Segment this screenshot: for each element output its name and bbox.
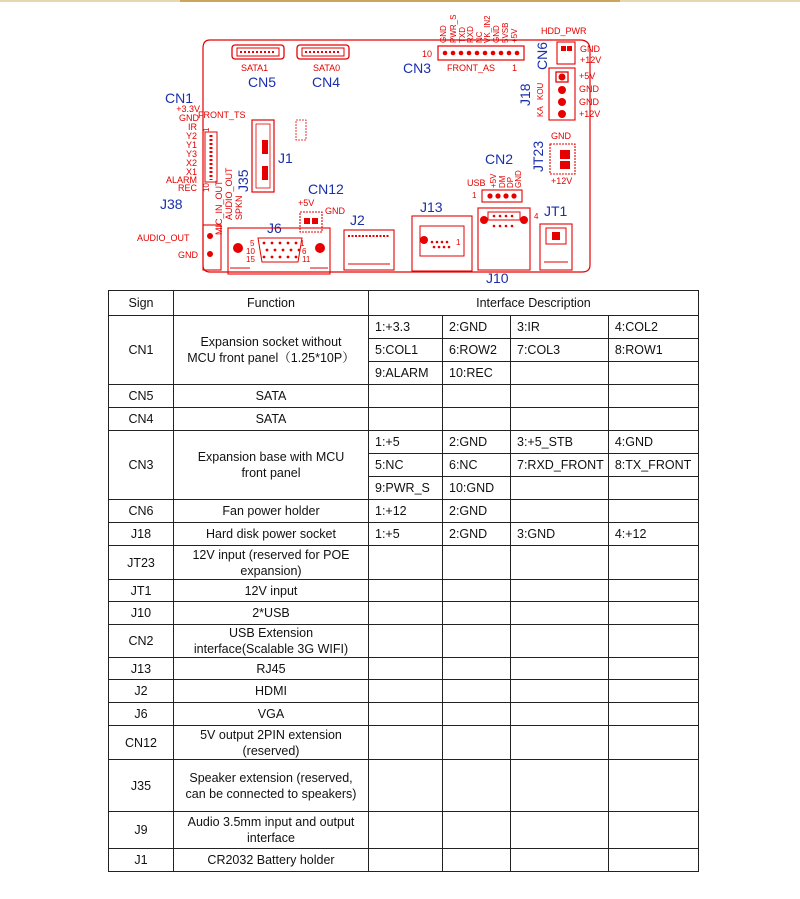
j38-label: J38 <box>160 196 183 212</box>
row-sign: CN6 <box>109 500 174 523</box>
pin-cell <box>511 703 609 726</box>
row-function <box>174 812 369 849</box>
pin-cell <box>608 408 698 431</box>
function-line: Audio 3.5mm input and output <box>187 815 355 829</box>
hdd-pwr-label: HDD_PWR <box>541 26 587 36</box>
table-row <box>109 625 699 658</box>
j18-kou: KOU <box>536 82 545 100</box>
pin-cell: 8:TX_FRONT <box>608 454 698 477</box>
gnd-audio-label: GND <box>178 250 198 260</box>
svg-text:TXD: TXD <box>458 27 467 43</box>
cn12-5v: +5V <box>298 198 315 208</box>
sata1-connector <box>232 45 284 59</box>
pin-cell <box>608 362 698 385</box>
function-line: Speaker extension (reserved, <box>189 770 353 785</box>
function-line: Expansion base with MCU <box>197 450 345 464</box>
function-line: interface <box>247 831 295 845</box>
cn12-connector <box>300 212 322 232</box>
pin-cell: 9:PWR_S <box>369 477 443 500</box>
pin-cell: 7:RXD_FRONT <box>511 454 609 477</box>
cn3-pin1: 1 <box>512 63 518 73</box>
j10-usb-connector <box>478 208 530 270</box>
cn1-connector <box>205 132 217 182</box>
pin-cell <box>608 680 698 703</box>
row-sign: JT1 <box>109 580 174 602</box>
cn4-label: CN4 <box>312 74 341 90</box>
pin-cell: 1:+12 <box>369 500 443 523</box>
j18-ka: KA <box>536 106 545 117</box>
pin-cell: 10:GND <box>443 477 511 500</box>
function-line: MCU front panel（1.25*10P） <box>187 351 355 365</box>
cn12-label: CN12 <box>308 181 344 197</box>
pin-cell <box>511 849 609 872</box>
row-sign: CN4 <box>109 408 174 431</box>
table-row <box>109 385 699 408</box>
svg-text:+5V: +5V <box>489 173 498 188</box>
cn2-pin4: 4 <box>534 212 539 221</box>
pin-cell: 3:+5_STB <box>511 431 609 454</box>
row-sign: CN3 <box>109 431 174 500</box>
svg-text:VK_IN2: VK_IN2 <box>483 15 492 43</box>
row-sign: CN5 <box>109 385 174 408</box>
j2-label: J2 <box>350 212 365 228</box>
svg-text:6: 6 <box>302 247 307 256</box>
pin-cell <box>511 760 609 812</box>
row-sign: CN2 <box>109 625 174 658</box>
row-sign: J13 <box>109 658 174 680</box>
svg-text:AUDIO_OUT: AUDIO_OUT <box>224 167 234 220</box>
pin-cell <box>608 760 698 812</box>
function-line: Fan power holder <box>222 504 320 518</box>
pin-cell <box>443 680 511 703</box>
row-function <box>174 385 369 408</box>
svg-text:PWR_S: PWR_S <box>449 14 458 43</box>
j1-battery-holder <box>252 120 274 192</box>
table-row <box>109 500 699 523</box>
pin-cell <box>608 726 698 760</box>
svg-text:Y1: Y1 <box>185 140 197 150</box>
svg-text:1: 1 <box>300 239 305 248</box>
svg-text:5: 5 <box>250 239 255 248</box>
pin-cell: 7:COL3 <box>511 339 609 362</box>
row-sign: J6 <box>109 703 174 726</box>
jt23-12v: +12V <box>551 176 573 186</box>
function-line: can be connected to speakers) <box>185 786 357 801</box>
pin-cell <box>511 546 609 580</box>
function-line: RJ45 <box>256 661 286 676</box>
j35-label: J35 <box>235 169 251 192</box>
svg-text:SPKN: SPKN <box>234 195 244 220</box>
pin-cell: 3:GND <box>511 523 609 546</box>
header-sign: Sign <box>109 291 174 316</box>
header-function: Function <box>174 291 369 316</box>
function-line: front panel <box>241 466 301 480</box>
svg-text:DP: DP <box>506 176 515 188</box>
cn1-pin10: 10 <box>202 183 211 192</box>
front-as-label: FRONT_AS <box>447 63 496 73</box>
pin-cell <box>511 625 609 658</box>
row-sign: J1 <box>109 849 174 872</box>
pin-cell <box>511 602 609 625</box>
pin-cell <box>369 546 443 580</box>
pin-cell <box>608 849 698 872</box>
cn3-pin10: 10 <box>422 49 433 59</box>
cn1-pin1: 1 <box>202 127 211 132</box>
svg-text:REC: REC <box>177 183 197 193</box>
function-line: SATA <box>255 412 287 426</box>
board-diagram <box>0 0 800 285</box>
table-row <box>109 680 699 703</box>
row-sign: J9 <box>109 812 174 849</box>
pin-cell: 4:+12 <box>608 523 698 546</box>
sata0-label: SATA0 <box>313 63 341 73</box>
pin-cell <box>369 726 443 760</box>
cn6-label: CN6 <box>534 41 550 70</box>
j13-label: J13 <box>420 199 443 215</box>
pin-cell: 9:ALARM <box>369 362 443 385</box>
pin-cell <box>369 680 443 703</box>
cn5-label: CN5 <box>248 74 277 90</box>
j2-hdmi-connector <box>344 230 394 270</box>
row-sign: J18 <box>109 523 174 546</box>
pin-cell <box>511 658 609 680</box>
j10-label: J10 <box>486 270 509 285</box>
pin-cell <box>443 408 511 431</box>
svg-text:RXD: RXD <box>466 26 475 43</box>
row-function <box>174 680 369 703</box>
pin-cell <box>369 408 443 431</box>
pin-cell <box>511 477 609 500</box>
function-line: (reserved) <box>242 743 300 758</box>
svg-text:ALARM: ALARM <box>165 175 197 185</box>
interface-table <box>108 290 699 872</box>
svg-text:NC: NC <box>475 31 484 43</box>
function-line: 5V output 2PIN extension <box>200 727 342 742</box>
pin-cell <box>369 658 443 680</box>
pin-cell <box>608 658 698 680</box>
pin-cell <box>443 625 511 658</box>
pin-cell <box>511 362 609 385</box>
row-function <box>174 500 369 523</box>
jt1-power-jack <box>540 224 572 270</box>
row-function <box>174 546 369 580</box>
pin-cell <box>608 500 698 523</box>
pin-cell <box>511 726 609 760</box>
pin-cell <box>369 602 443 625</box>
row-function <box>174 431 369 500</box>
pin-cell <box>511 580 609 602</box>
table-row <box>109 408 699 431</box>
row-function <box>174 726 369 760</box>
cn3-header <box>438 46 524 60</box>
svg-text:GND: GND <box>579 97 599 107</box>
cn12-gnd: GND <box>325 206 345 216</box>
pin-cell: 1:+3.3 <box>369 316 443 339</box>
svg-text:DM: DM <box>498 175 507 188</box>
pin-cell <box>608 477 698 500</box>
row-sign: JT23 <box>109 546 174 580</box>
pin-cell <box>443 580 511 602</box>
table-header-row <box>109 291 699 316</box>
pin-cell <box>443 602 511 625</box>
pin-cell <box>443 760 511 812</box>
pin-cell: 5:COL1 <box>369 339 443 362</box>
pin-cell <box>443 812 511 849</box>
sata1-label: SATA1 <box>241 63 269 73</box>
jt1-label: JT1 <box>544 203 568 219</box>
function-line: Expansion socket without <box>200 335 342 349</box>
table-row <box>109 849 699 872</box>
svg-text:10: 10 <box>246 247 255 256</box>
svg-text:Y2: Y2 <box>185 131 197 141</box>
function-line: 2*USB <box>252 606 290 620</box>
table-row <box>109 546 699 580</box>
pin-cell <box>608 385 698 408</box>
pin-cell <box>369 812 443 849</box>
row-function <box>174 703 369 726</box>
svg-text:GND: GND <box>179 113 199 123</box>
function-line: Hard disk power socket <box>206 527 336 541</box>
svg-text:X1: X1 <box>185 167 197 177</box>
svg-text:+12V: +12V <box>579 109 601 119</box>
cn6-gnd: GND <box>580 44 600 54</box>
pin-cell <box>608 602 698 625</box>
cn3-label: CN3 <box>403 60 432 76</box>
pin-cell <box>511 385 609 408</box>
pin-cell: 2:GND <box>443 316 511 339</box>
function-line: VGA <box>257 707 285 721</box>
cn2-pin1: 1 <box>472 191 477 200</box>
row-function <box>174 760 369 812</box>
cn1-pin-names <box>166 104 200 193</box>
function-line: SATA <box>255 389 287 403</box>
table-row <box>109 523 699 546</box>
table-row <box>109 658 699 680</box>
svg-text:15: 15 <box>246 255 255 264</box>
pin-cell <box>608 546 698 580</box>
table-row <box>109 703 699 726</box>
pin-cell: 2:GND <box>443 431 511 454</box>
row-function <box>174 658 369 680</box>
j6-pin-numbers <box>246 239 311 264</box>
pin-cell: 4:COL2 <box>608 316 698 339</box>
j1-label: J1 <box>278 150 293 166</box>
pin-cell <box>443 726 511 760</box>
svg-text:+5V: +5V <box>510 28 519 43</box>
pin-cell <box>511 500 609 523</box>
jt23-connector <box>550 144 575 174</box>
pin-cell <box>369 760 443 812</box>
svg-text:Y3: Y3 <box>185 149 197 159</box>
svg-text:+3.3V: +3.3V <box>176 104 200 114</box>
cn2-connector <box>482 190 522 202</box>
svg-text:GND: GND <box>514 170 523 188</box>
row-function <box>174 523 369 546</box>
row-sign: CN1 <box>109 316 174 385</box>
svg-text:11: 11 <box>302 255 311 264</box>
row-function <box>174 602 369 625</box>
table-row <box>109 316 699 339</box>
pin-cell <box>369 580 443 602</box>
pin-cell: 6:ROW2 <box>443 339 511 362</box>
pin-cell <box>443 703 511 726</box>
table-row <box>109 726 699 760</box>
cn3-pin-names <box>439 15 519 43</box>
function-line: expansion) <box>240 563 302 578</box>
j1-pad <box>296 120 306 140</box>
function-line: USB Extension <box>228 626 314 640</box>
svg-text:GND: GND <box>492 25 501 43</box>
table-body <box>109 316 699 872</box>
pin-cell: 4:GND <box>608 431 698 454</box>
j13-pin1: 1 <box>456 238 461 247</box>
table-row <box>109 812 699 849</box>
function-line: interface(Scalable 3G WIFI) <box>193 642 349 656</box>
row-function <box>174 625 369 658</box>
row-sign: CN12 <box>109 726 174 760</box>
table-row <box>109 760 699 812</box>
pin-cell <box>608 625 698 658</box>
pin-cell <box>608 703 698 726</box>
pin-cell <box>443 658 511 680</box>
jt23-gnd: GND <box>551 131 571 141</box>
row-function <box>174 849 369 872</box>
function-line: 12V input <box>244 583 298 598</box>
j13-rj45-connector <box>412 216 472 271</box>
pin-cell <box>369 385 443 408</box>
row-sign: J35 <box>109 760 174 812</box>
pin-cell: 3:IR <box>511 316 609 339</box>
sata0-connector <box>297 45 349 59</box>
pin-cell <box>511 680 609 703</box>
function-line: 12V input (reserved for POE <box>192 547 350 562</box>
j18-label: J18 <box>517 83 533 106</box>
cn2-pin-names <box>489 170 523 188</box>
row-function <box>174 408 369 431</box>
pin-cell <box>511 408 609 431</box>
pin-cell: 2:GND <box>443 523 511 546</box>
row-function <box>174 316 369 385</box>
header-interface-description: Interface Description <box>369 291 699 316</box>
pin-cell <box>443 546 511 580</box>
pin-cell <box>443 385 511 408</box>
usb-label: USB <box>467 178 486 188</box>
pin-cell: 6:NC <box>443 454 511 477</box>
pin-cell <box>608 580 698 602</box>
function-line: CR2032 Battery holder <box>207 853 335 867</box>
row-sign: J2 <box>109 680 174 703</box>
jt23-label: JT23 <box>530 140 546 172</box>
pin-cell: 2:GND <box>443 500 511 523</box>
table-row <box>109 602 699 625</box>
pin-cell: 8:ROW1 <box>608 339 698 362</box>
pin-cell <box>369 625 443 658</box>
svg-text:GND: GND <box>579 84 599 94</box>
cn6-connector <box>557 42 575 64</box>
j6-label: J6 <box>267 220 282 236</box>
svg-text:MIC_IN_OUT: MIC_IN_OUT <box>214 180 224 235</box>
cn1-label: CN1 <box>165 90 194 106</box>
pin-cell: 1:+5 <box>369 523 443 546</box>
cn2-label: CN2 <box>485 151 514 167</box>
pin-cell <box>511 812 609 849</box>
svg-text:5VSB: 5VSB <box>501 22 510 43</box>
j18-connector <box>549 68 575 120</box>
pin-cell <box>369 849 443 872</box>
row-sign: J10 <box>109 602 174 625</box>
pin-cell <box>608 812 698 849</box>
table-row <box>109 580 699 602</box>
table-row <box>109 431 699 454</box>
cn6-12v: +12V <box>580 55 602 65</box>
pin-cell <box>443 849 511 872</box>
pin-cell: 1:+5 <box>369 431 443 454</box>
svg-text:GND: GND <box>439 25 448 43</box>
audio-out-label: AUDIO_OUT <box>137 233 190 243</box>
pin-cell: 5:NC <box>369 454 443 477</box>
svg-text:+5V: +5V <box>579 71 596 81</box>
svg-text:IR: IR <box>188 122 197 132</box>
function-line: HDMI <box>255 684 287 698</box>
svg-text:X2: X2 <box>185 158 197 168</box>
front-ts-label: FRONT_TS <box>198 110 246 120</box>
row-function <box>174 580 369 602</box>
pin-cell <box>369 703 443 726</box>
pin-cell: 10:REC <box>443 362 511 385</box>
